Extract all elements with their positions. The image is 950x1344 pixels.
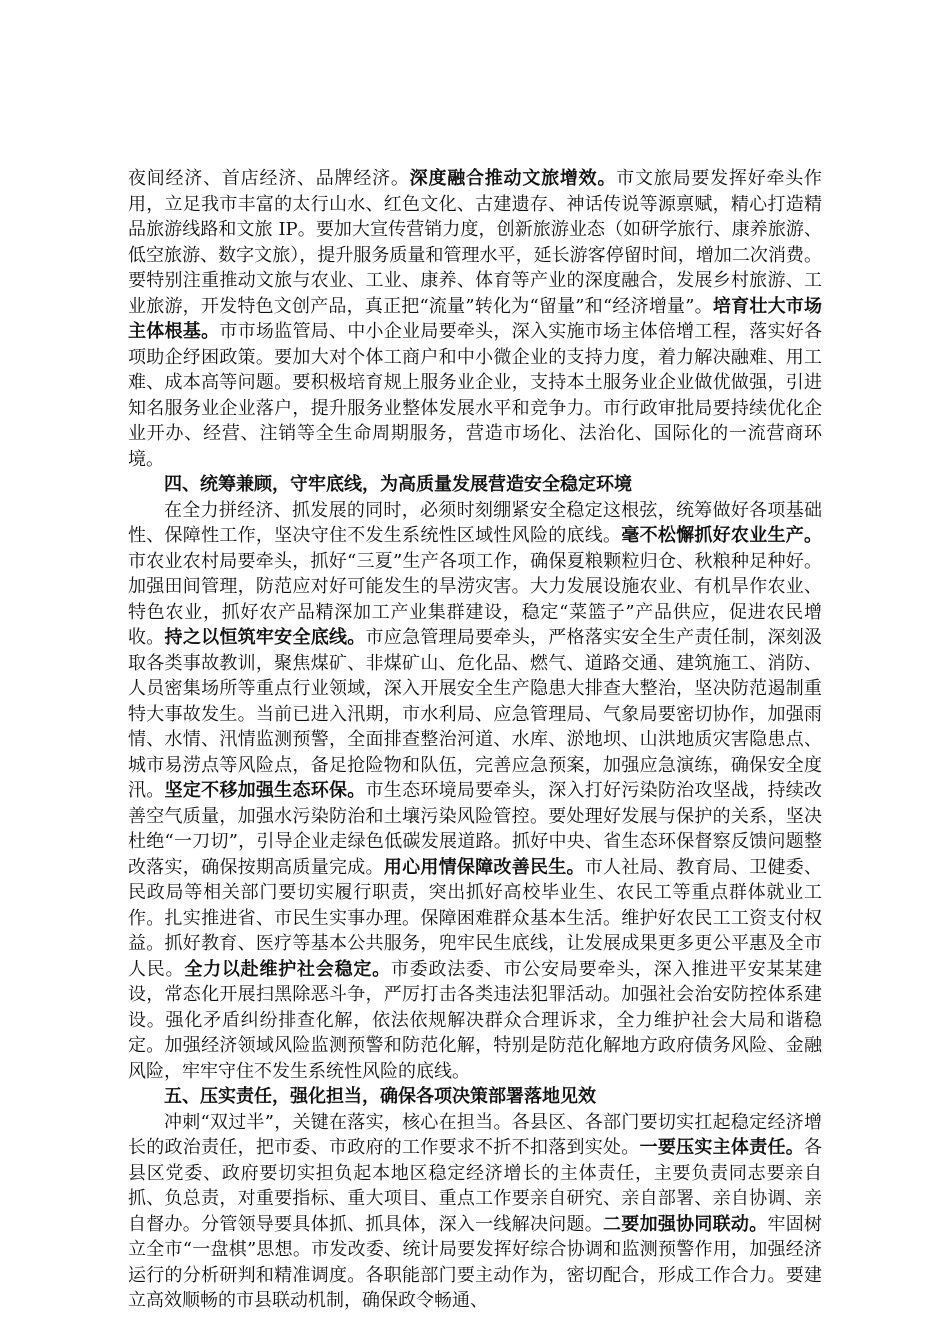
bold-heading: 全力以赴维护社会稳定。	[184, 958, 391, 980]
bold-heading: 用心用情保障改善民生。	[383, 856, 585, 878]
document-page	[128, 166, 822, 1314]
bold-heading: 培育壮大市场主体根基。	[128, 295, 823, 342]
bold-heading: 坚定不移加强生态环保。	[164, 780, 366, 801]
paragraph-safety-stability	[128, 498, 822, 1085]
bold-heading: 二要加强协同联动。	[603, 1213, 768, 1235]
paragraph-text: 市应急管理局要牵头，严格落实安全生产责任制，深刻汲取各类事故教训，聚焦煤矿、非煤矿山、危化品、燃气、道路交通、建筑施工、消防、人员密集场所等重点行业领域，深入开展安全生产隐患大排查大整治，坚决防范遏制重特大事故发生。当前已进入汛期，市水利局、应急管理局、气象局要密切协作，加强雨情、水情、汛情监测预警，全面排查整治河道、水库、淤地坝、山洪地质灾害隐患点、城市易涝点等风险点，备足抢险物和队伍，完善应急预案，加强应急演练，确保安全度汛。	[128, 627, 823, 801]
paragraph-text: 牢固树立全市“一盘棋”思想。市发改委、统计局要发挥好综合协调和监测预警作用，加强经济运行的分析研判和精准调度。各职能部门要主动作为，密切配合，形成工作合力。要建立高效顺畅的市县联动机制，确保政令畅通、	[128, 1213, 823, 1311]
paragraph-text: 冲刺“双过半”，关键在落实，核心在担当。各县区、各部门要切实扛起稳定经济增长的政治责任，把市委、市政府的工作要求不折不扣落到实处。	[128, 1111, 822, 1158]
paragraph-text: 市市场监管局、中小企业局要牵头，深入实施市场主体倍增工程，落实好各项助企纾困政策。要加大对个体工商户和中小微企业的支持力度，着力解决融难、用工难、成本高等问题。要积极培育规上服务业企业，支持本土服务业企业做优做强，引进知名服务业企业落户，提升服务业整体发展水平和竞争力。市行政审批局要持续优化企业开办、经营、注销等全生命周期服务，营造市场化、法治化、国际化的一流营商环境。	[128, 321, 823, 470]
paragraph-responsibility	[128, 1110, 822, 1314]
paragraph-culture-tourism	[128, 166, 822, 472]
paragraph-text: 在全力拼经济、抓发展的同时，必须时刻绷紧安全稳定这根弦，统筹做好各项基础性、保障性工作，坚决守住不发生系统性区域性风险的底线。	[128, 499, 822, 546]
bold-heading: 毫不松懈抓好农业生产。	[621, 525, 822, 546]
paragraph-text: 市农业农村局要牵头，抓好“三夏”生产各项工作，确保夏粮颗粒归仓、秋粮种足种好。加强田间管理，防范应对好可能发生的旱涝灾害。大力发展设施农业、有机旱作农业、特色农业，抓好农产品精深加工产业集群建设，稳定“菜篮子”产品供应，促进农民增收。	[128, 550, 822, 648]
bold-heading: 一要压实主体责任。	[639, 1137, 805, 1158]
section-heading-5: 五、压实责任，强化担当，确保各项决策部署落地见效	[164, 1086, 596, 1107]
paragraph-text: 市生态环境局要牵头，深入打好污染防治攻坚战，持续改善空气质量，加强水污染防治和土壤污染风险管控。要处理好发展与保护的关系，坚决杜绝“一刀切”，引导企业走绿色低碳发展道路。抓好中央、省生态环保督察反馈问题整改落实，确保按期高质量完成。	[128, 780, 823, 878]
bold-heading: 深度融合推动文旅增效。	[409, 168, 617, 189]
section-heading-4: 四、统筹兼顾，守牢底线，为高质量发展营造安全稳定环境	[164, 474, 632, 495]
paragraph-text: 夜间经济、首店经济、品牌经济。	[128, 168, 410, 189]
bold-heading: 持之以恒筑牢安全底线。	[164, 627, 366, 648]
paragraph-text: 市委政法委、市公安局要牵头，深入推进平安某某建设，常态化开展扫黑除恶斗争，严厉打击各类违法犯罪活动。加强社会治安防控体系建设。强化矛盾纠纷排查化解，依法依规解决群众合理诉求，全力维护社会大局和谐稳定。加强经济领域风险监测预警和防范化解，特别是防范化解地方政府债务风险、金融风险，牢牢守住不发生系统性风险的底线。	[128, 958, 823, 1082]
paragraph-text: 市文旅局要发挥好牵头作用，立足我市丰富的太行山水、红色文化、古建遗存、神话传说等源禀赋，精心打造精品旅游线路和文旅 IP。要加大宣传营销力度，创新旅游业态（如研学旅行、康养旅游、低空旅游、数字文旅），提升服务质量和管理水平，延长游客停留时间，增加二次消费。要特别注重推动文旅与农业、工业、康养、体育等产业的深度融合，发展乡村旅游、工业旅游，开发特色文创产品，真正把“流量”转化为“留量”和“经济增量”。	[128, 168, 823, 317]
paragraph-text: 各县区党委、政府要切实担负起本地区稳定经济增长的主体责任，主要负责同志要亲自抓、负总责，对重要指标、重大项目、重点工作要亲自研究、亲自部署、亲自协调、亲自督办。分管领导要具体抓、抓具体，深入一线解决问题。	[128, 1137, 823, 1235]
paragraph-text: 市人社局、教育局、卫健委、民政局等相关部门要切实履行职责，突出抓好高校毕业生、农民工等重点群体就业工作。扎实推进省、市民生实事办理。保障困难群众基本生活。维护好农民工工资支付权益。抓好教育、医疗等基本公共服务，兜牢民生底线，让发展成果更多更公平惠及全市人民。	[128, 856, 823, 980]
